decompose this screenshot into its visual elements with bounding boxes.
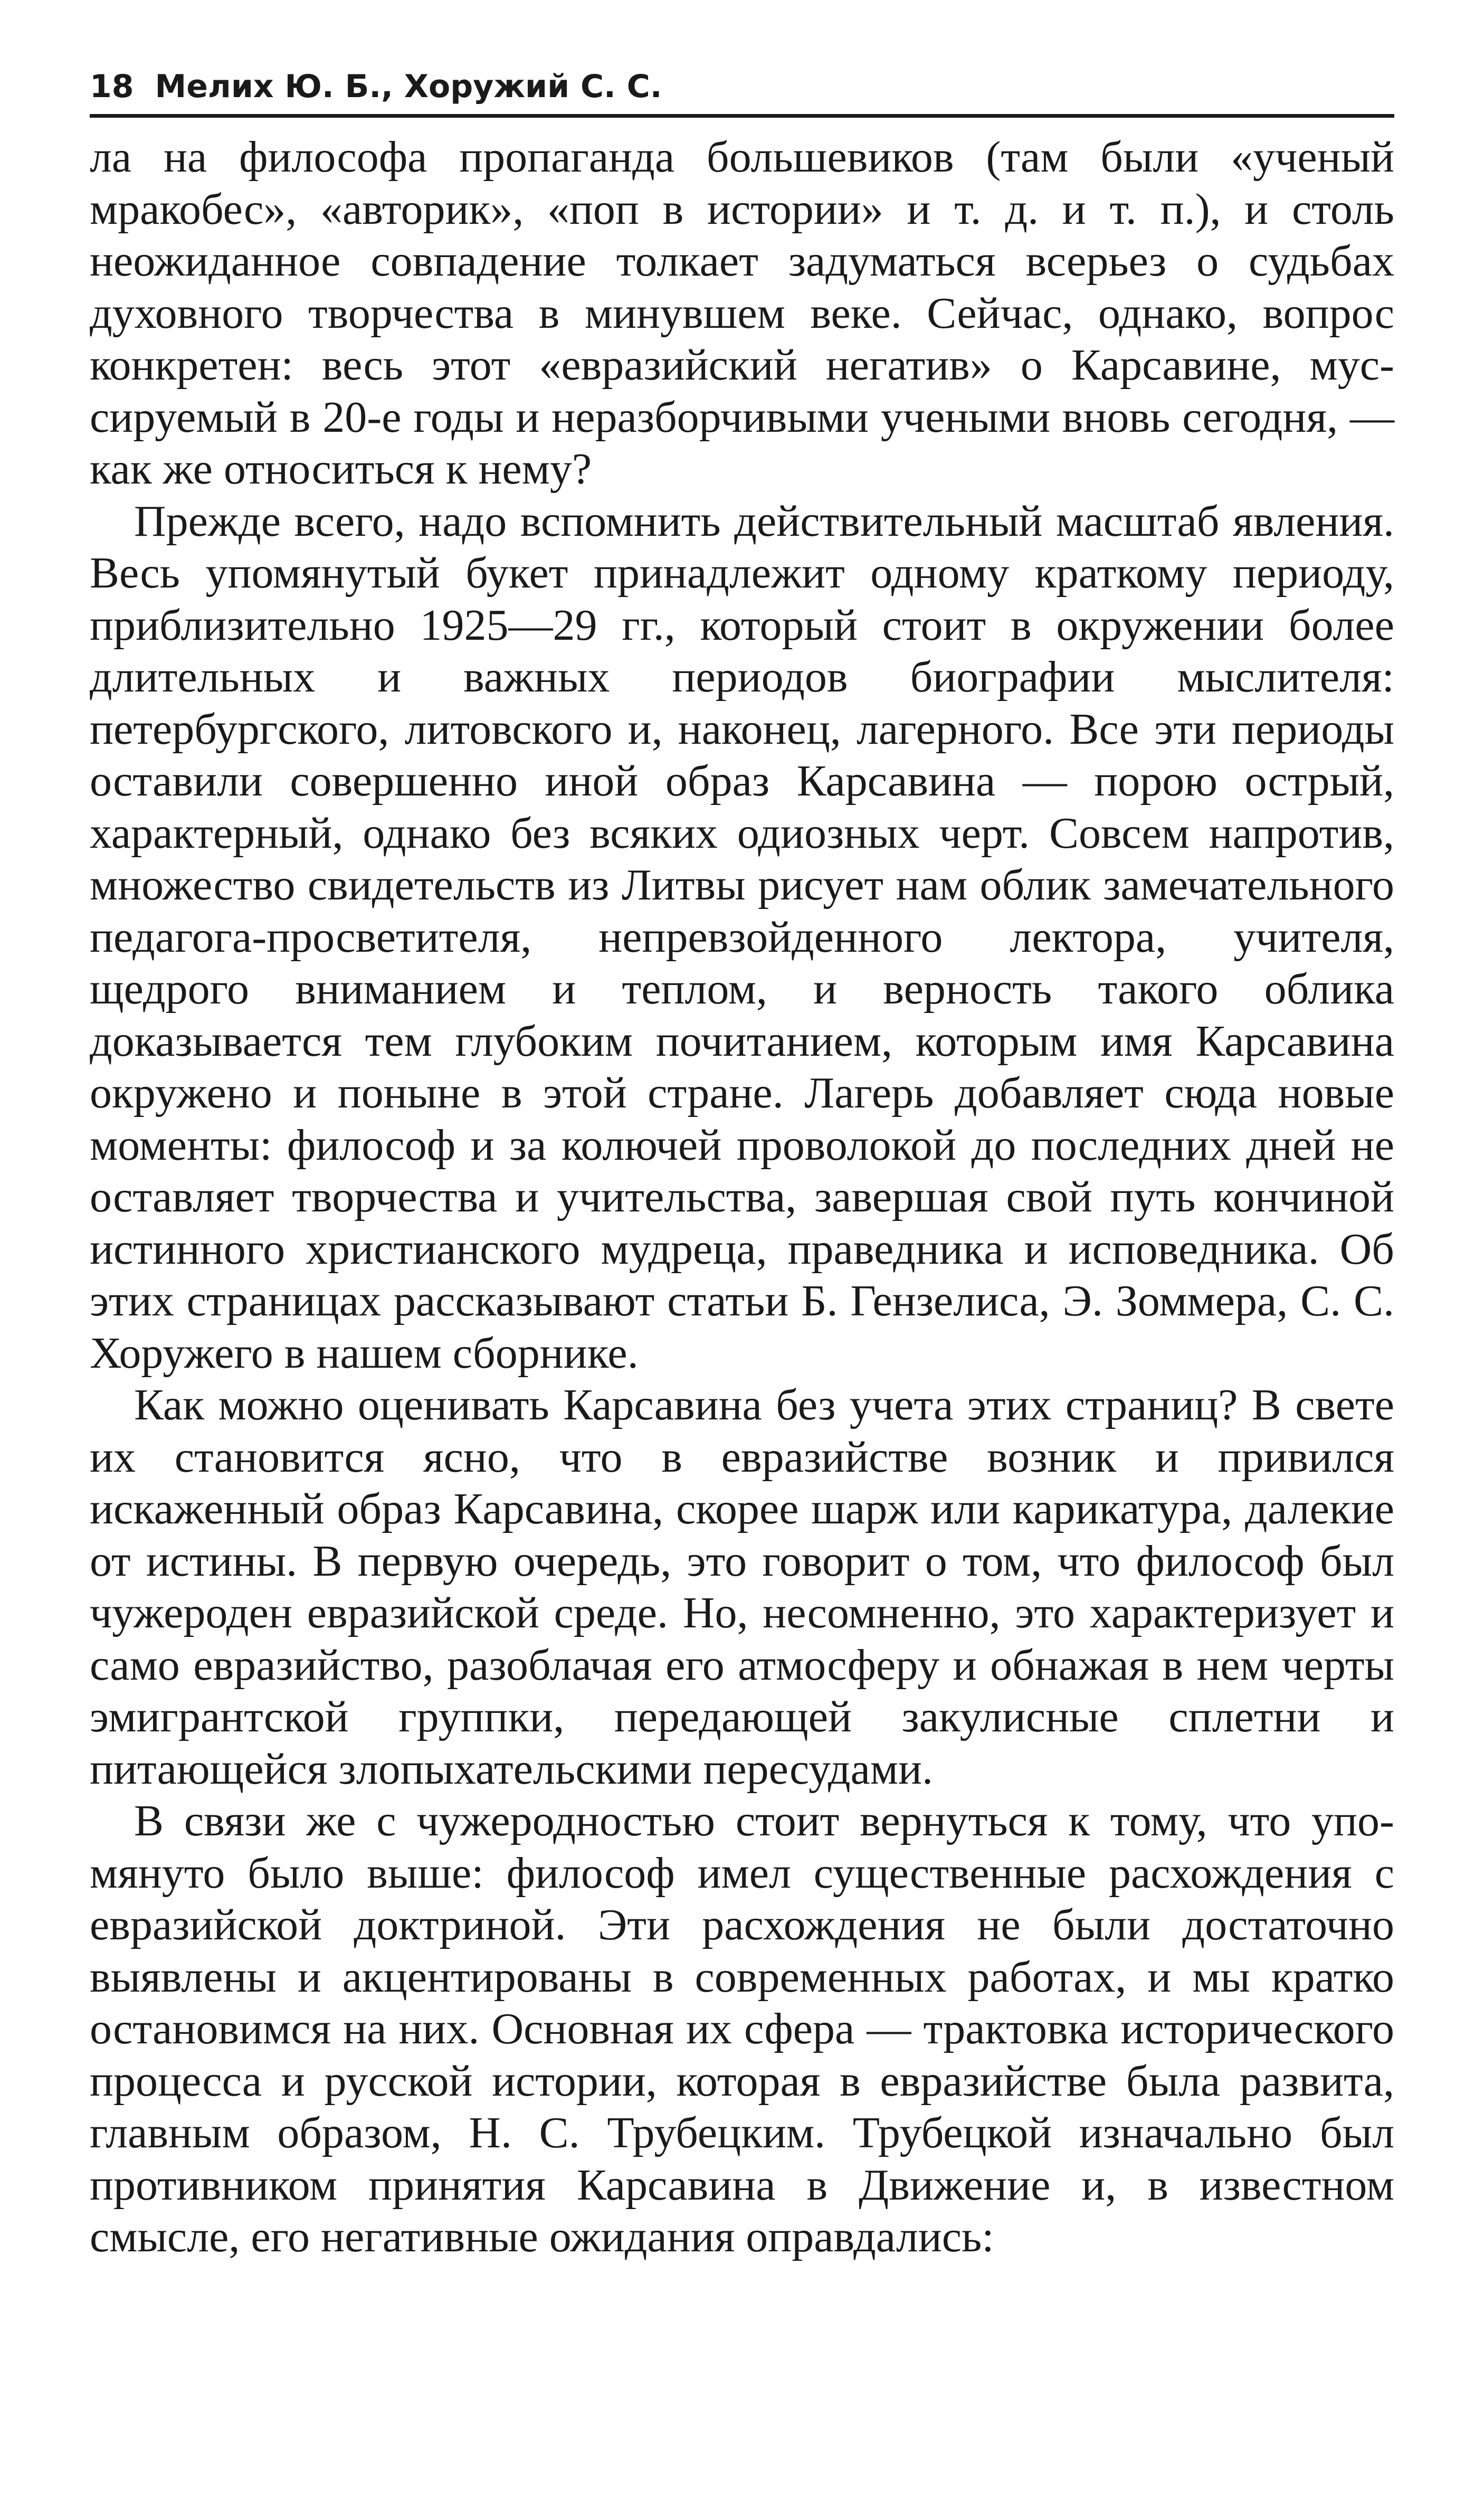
book-page	[90, 63, 1394, 2263]
paragraph: ла на философа пропаганда большевиков (там были «ученый мракобес», «авторик», «поп в истории» и т. д. и т. п.), и столь неожиданное совпадение толкает задуматься всерьез о судьбах духовного творчества в минувшем веке. Сейчас, однако, вопрос конкретен: весь этот «евразийский негатив» о Карсавине, муссируемый в 20-е годы и неразборчивыми учеными вновь сегодня, — как же относиться к нему?	[90, 132, 1394, 494]
body-text	[90, 131, 1394, 2263]
paragraph: Как можно оценивать Карсавина без учета этих страниц? В свете их становится ясно, что в евразийстве возник и привился искаженный образ Карсавина, скорее шарж или карикатура, далекие от истины. В первую очередь, это говорит о том, что философ был чужероден евразийской среде. Но, несомненно, это характеризует и само евразийство, разоблачая его атмосферу и обнажая в нем черты эмигрантской группки, передающей закулисные сплетни и питающейся злопыхательскими пересудами.	[90, 1380, 1394, 1794]
paragraph: В связи же с чужеродностью стоит вернуться к тому, что упомянуто было выше: философ имел существенные расхождения с евразийской доктриной. Эти расхождения не были достаточно выявлены и акцентированы в современных работах, и мы кратко остановимся на них. Основная их сфера — трактовка исторического процесса и русской истории, которая в евразийстве была развита, главным образом, Н. С. Трубецким. Трубецкой изначально был противником принятия Карсавина в Движение и, в известном смысле, его негативные ожидания оправдались:	[90, 1796, 1394, 2261]
page-number: 18	[90, 68, 134, 105]
paragraph: Прежде всего, надо вспомнить действительный масштаб явления. Весь упомянутый букет принадлежит одному краткому периоду, приблизительно 1925—29 гг., который стоит в окружении более длительных и важных периодов биографии мыслителя: петербургского, литовского и, наконец, лагерного. Все эти периоды оставили совершенно иной образ Карсавина — порою острый, характерный, однако без всяких одиозных черт. Совсем напротив, множество свидетельств из Литвы рисует нам облик замечательного педагога-просветителя, непревзойденного лектора, учителя, щедрого вниманием и теплом, и верность такого облика доказывается тем глубоким почитанием, которым имя Карсавина окружено и поныне в этой стране. Лагерь добавляет сюда новые моменты: философ и за колючей проволокой до последних дней не оставляет творчества и учительства, завершая свой путь кончиной истинного христианского мудреца, праведника и исповедника. Об этих страницах рассказывают статьи Б. Гензелиса, Э. Зоммера, С. С. Хоружего в нашем сборнике.	[90, 496, 1394, 1378]
running-head	[90, 63, 1394, 118]
running-head-authors: Мелих Ю. Б., Хоружий С. С.	[155, 68, 662, 105]
